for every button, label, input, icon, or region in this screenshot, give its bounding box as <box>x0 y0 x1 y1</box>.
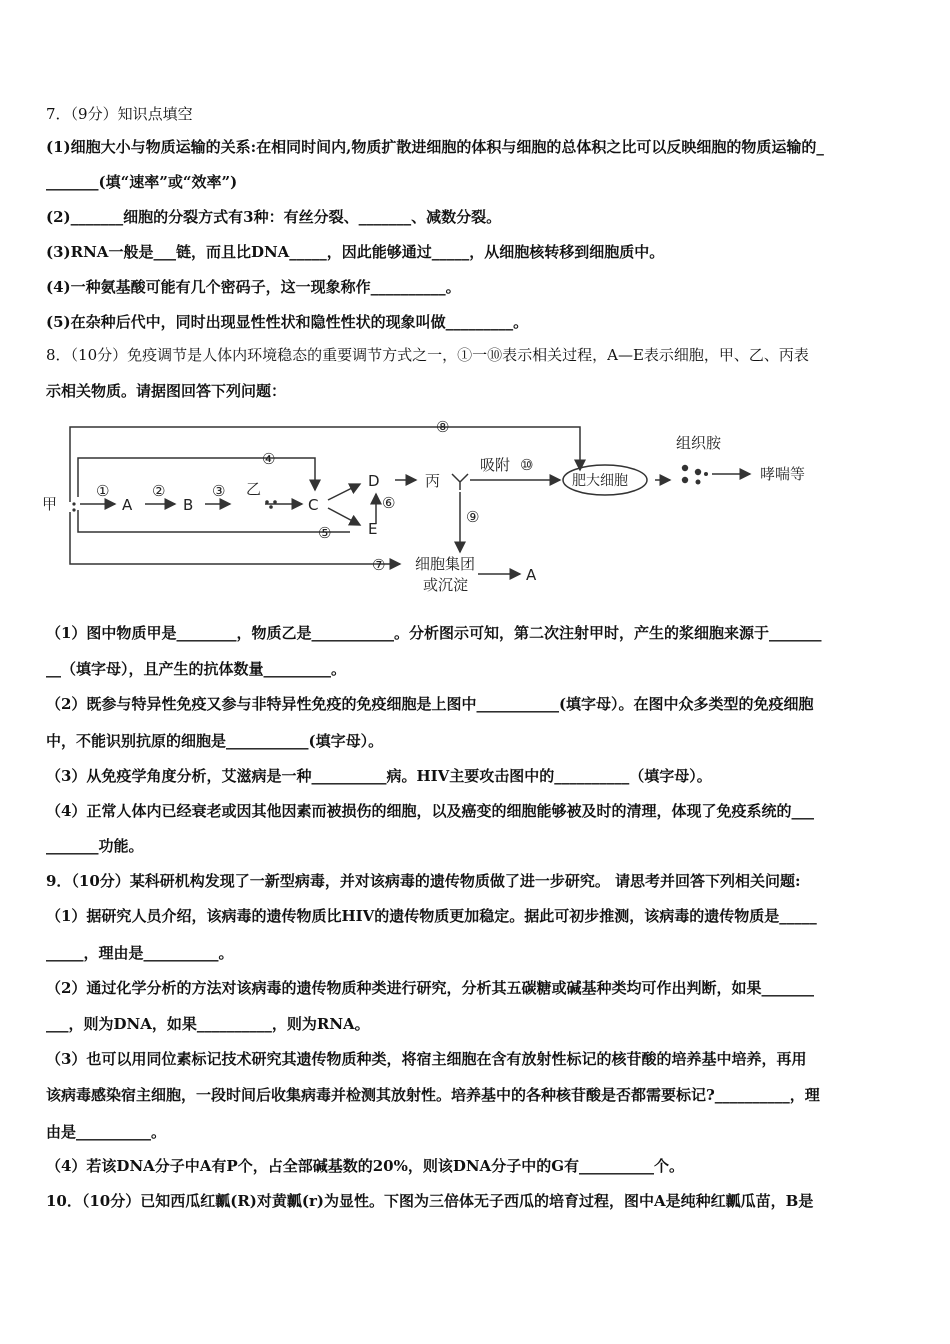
label-d: D <box>368 472 380 490</box>
q8-title-2: 示相关物质。请据图回答下列问题： <box>46 382 287 400</box>
q9-p2-a: （2）通过化学分析的方法对该病毒的遗传物质种类进行研究，分析其五碳糖或碱基种类均可作出判断，如果_______ <box>46 979 814 997</box>
q8-p3: （3）从免疫学角度分析，艾滋病是一种__________病。HIV主要攻击图中的__________（填字母）。 <box>46 767 712 785</box>
q9-p3-b: 该病毒感染宿主细胞，一段时间后收集病毒并检测其放射性。培养基中的各种核苷酸是否都需要标记?__________，理 <box>46 1086 820 1104</box>
label-c: C <box>308 496 319 514</box>
q9-title: 9．（10分）某科研机构发现了一新型病毒，并对该病毒的遗传物质做了进一步研究。 请思考并回答下列相关问题: <box>46 872 801 890</box>
q8-p4-b: _______功能。 <box>46 837 144 855</box>
q9-p1-b: _____，理由是__________。 <box>46 944 234 962</box>
label-n4: ④ <box>262 450 276 468</box>
immune-process-diagram <box>40 412 830 597</box>
q10-title: 10．（10分）已知西瓜红瓤(R)对黄瓤(r)为显性。下图为三倍体无子西瓜的培育过程，图中A是纯种红瓤瓜苗，B是 <box>46 1192 814 1210</box>
label-n7: ⑦ <box>372 556 386 574</box>
q9-p3-a: （3）也可以用同位素标记技术研究其遗传物质种类，将宿主细胞在含有放射性标记的核苷酸的培养基中培养，再用 <box>46 1050 807 1068</box>
label-feida: 肥大细胞 <box>572 473 628 489</box>
label-jituan-2: 或沉淀 <box>423 576 469 594</box>
q9-p3-c: 由是__________。 <box>46 1123 167 1141</box>
label-zuzhian: 组织胺 <box>676 434 722 452</box>
label-a-end: A <box>526 566 537 584</box>
label-a: A <box>122 496 133 514</box>
label-n10: ⑩ <box>520 456 534 474</box>
label-e: E <box>368 520 378 538</box>
q9-p4: （4）若该DNA分子中A有P个，占全部碱基数的20%，则该DNA分子中的G有__________个。 <box>46 1157 685 1175</box>
label-n9: ⑨ <box>466 508 480 526</box>
label-yi: 乙 <box>246 480 262 498</box>
antibody-icon <box>452 474 468 490</box>
q7-line-6: (5)在杂种后代中，同时出现显性性状和隐性性状的现象叫做_________。 <box>46 313 529 331</box>
label-bing: 丙 <box>425 472 441 490</box>
arrow-4-path <box>78 458 315 497</box>
label-jia: 甲 <box>42 495 58 513</box>
q7-line-5: (4)一种氨基酸可能有几个密码子，这一现象称作__________。 <box>46 278 461 296</box>
q9-p2-b: ___，则为DNA，如果__________，则为RNA。 <box>46 1015 370 1033</box>
label-n2: ② <box>152 482 166 500</box>
q7-title: 7．（9分）知识点填空 <box>46 105 193 123</box>
q7-line-3: (2)_______细胞的分裂方式有3种：有丝分裂、_______、减数分裂。 <box>46 208 502 226</box>
q7-line-2: _______(填“速率”或“效率”) <box>46 173 238 191</box>
label-n3: ③ <box>212 482 226 500</box>
arrow-c-d <box>328 484 360 500</box>
label-xifu: 吸附 <box>480 456 511 474</box>
label-n6: ⑥ <box>382 494 396 512</box>
q9-p1-a: （1）据研究人员介绍，该病毒的遗传物质比HIV的遗传物质更加稳定。据此可初步推测，该病毒的遗传物质是_____ <box>46 907 817 925</box>
q7-line-4: (3)RNA一般是___链，而且比DNA_____，因此能够通过_____，从细胞核转移到细胞质中。 <box>46 243 665 261</box>
label-n1: ① <box>96 482 110 500</box>
q8-p1-a: （1）图中物质甲是________，物质乙是___________。分析图示可知，第二次注射甲时，产生的浆细胞来源于_______ <box>46 624 822 642</box>
label-n5: ⑤ <box>318 524 332 542</box>
q8-p4-a: （4）正常人体内已经衰老或因其他因素而被损伤的细胞，以及癌变的细胞能够被及时的清理，体现了免疫系统的___ <box>46 802 814 820</box>
arrow-c-e <box>328 508 360 525</box>
q8-p1-b: __（填字母），且产生的抗体数量_________。 <box>46 660 347 678</box>
q8-p2-b: 中，不能识别抗原的细胞是___________(填字母）。 <box>46 732 384 750</box>
label-xiaochuan: 哮喘等 <box>760 465 806 483</box>
label-b: B <box>183 496 194 514</box>
q8-p2-a: （2）既参与特异性免疫又参与非特异性免疫的免疫细胞是上图中___________(填字母）。在图中众多类型的免疫细胞 <box>46 695 814 713</box>
label-n8: ⑧ <box>436 418 450 436</box>
q8-title: 8．（10分）免疫调节是人体内环境稳态的重要调节方式之一，①一⑩表示相关过程，A—E表示细胞，甲、乙、丙表 <box>46 346 809 364</box>
label-jituan-1: 细胞集团 <box>415 555 476 573</box>
q7-line-1: (1)细胞大小与物质运输的关系:在相同时间内,物质扩散进细胞的体积与细胞的总体积之比可以反映细胞的物质运输的_ <box>46 138 824 156</box>
